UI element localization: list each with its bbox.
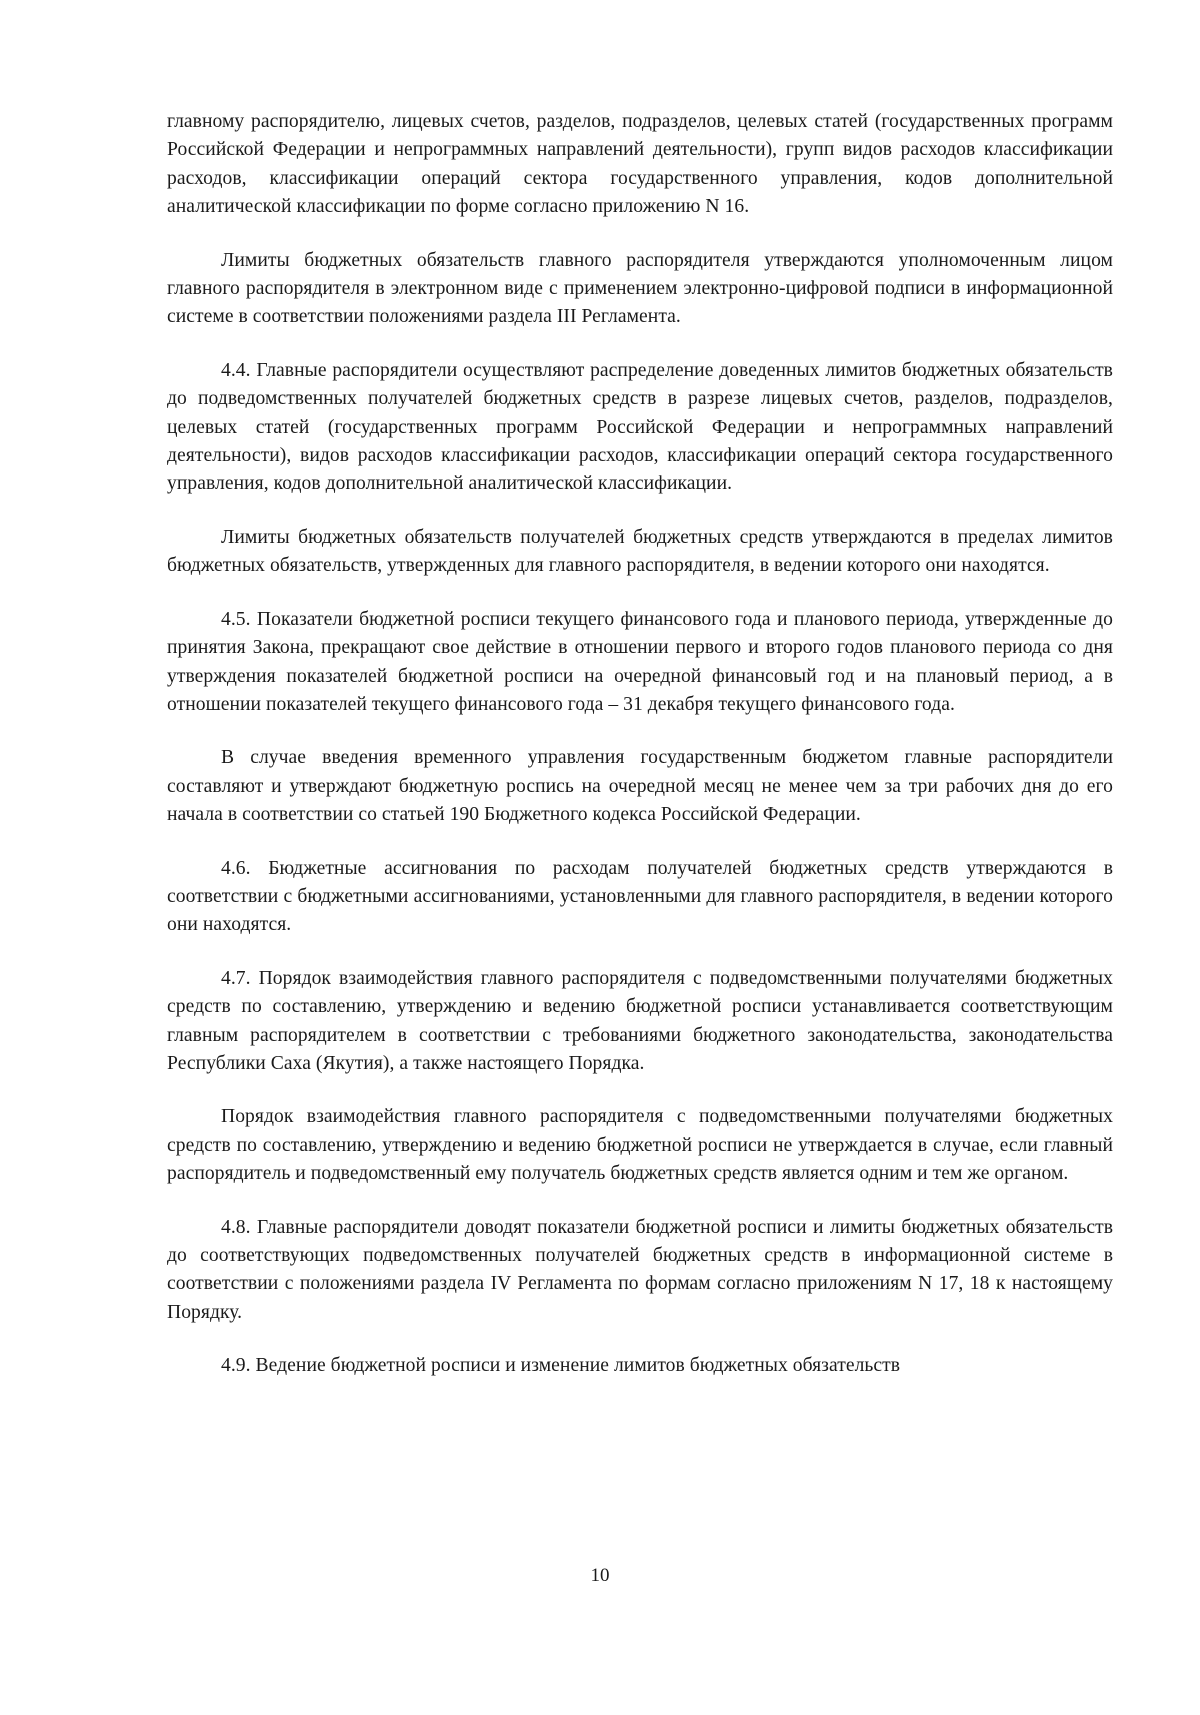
paragraph-temporary-management: В случае введения временного управления государственным бюджетом главные распорядители составляют и утверждают бюджетную роспись на очередной месяц не менее чем за три рабочих дня до его начала в соответствии со статьей 190 Бюджетного кодекса Российской Федерации. xyxy=(167,747,1113,826)
page-number: 10 xyxy=(590,1565,610,1586)
paragraph-limits-main-manager: Лимиты бюджетных обязательств главного распорядителя утверждаются уполномоченным лицом главного распорядителя в электронном виде с применением электронно-цифровой подписи в информационной системе в соответствии положениями раздела III Регламента. xyxy=(167,249,1113,328)
paragraph-interaction-order: Порядок взаимодействия главного распорядителя с подведомственными получателями бюджетных средств по составлению, утверждению и ведению бюджетной росписи не утверждается в случае, если главный распорядитель и подведомственный ему получатель бюджетных средств является одним и тем же органом. xyxy=(167,1106,1113,1185)
paragraph-4-7: 4.7. Порядок взаимодействия главного распорядителя с подведомственными получателями бюджетных средств по составлению, утверждению и ведению бюджетной росписи устанавливается соответствующим главным распорядителем в соответствии с требованиями бюджетного законодательства, законодательства Республики Саха (Якутия), а также настоящего Порядка. xyxy=(167,967,1113,1074)
document-body xyxy=(167,108,1113,1381)
paragraph-4-8: 4.8. Главные распорядители доводят показатели бюджетной росписи и лимиты бюджетных обязательств до соответствующих подведомственных получателей бюджетных средств в информационной системе в соответствии с положениями раздела IV Регламента по формам согласно приложениям N 17, 18 к настоящему Порядку. xyxy=(167,1216,1113,1323)
paragraph-4-9: 4.9. Ведение бюджетной росписи и изменение лимитов бюджетных обязательств xyxy=(221,1355,901,1377)
paragraph-4-5: 4.5. Показатели бюджетной росписи текущего финансового года и планового периода, утвержденные до принятия Закона, прекращают свое действие в отношении первого и второго годов планового периода со дня утверждения показателей бюджетной росписи на очередной финансовый год и на плановый период, а в отношении показателей текущего финансового года – 31 декабря текущего финансового года. xyxy=(167,608,1113,715)
paragraph-continuation: главному распорядителю, лицевых счетов, разделов, подразделов, целевых статей (государственных программ Российской Федерации и непрограммных направлений деятельности), групп видов расходов классификации расходов, классификации операций сектора государственного управления, кодов дополнительной аналитической классификации по форме согласно приложению N 16. xyxy=(167,111,1113,218)
paragraph-4-6: 4.6. Бюджетные ассигнования по расходам получателей бюджетных средств утверждаются в соответствии с бюджетными ассигнованиями, установленными для главного распорядителя, в ведении которого они находятся. xyxy=(167,857,1113,936)
paragraph-limits-recipients: Лимиты бюджетных обязательств получателей бюджетных средств утверждаются в пределах лимитов бюджетных обязательств, утвержденных для главного распорядителя, в ведении которого они находятся. xyxy=(167,526,1113,577)
paragraph-4-4: 4.4. Главные распорядители осуществляют распределение доведенных лимитов бюджетных обязательств до подведомственных получателей бюджетных средств в разрезе лицевых счетов, разделов, подразделов, целевых статей (государственных программ Российской Федерации и непрограммных направлений деятельности), видов расходов классификации расходов, классификации операций сектора государственного управления, кодов дополнительной аналитической классификации. xyxy=(167,359,1113,495)
